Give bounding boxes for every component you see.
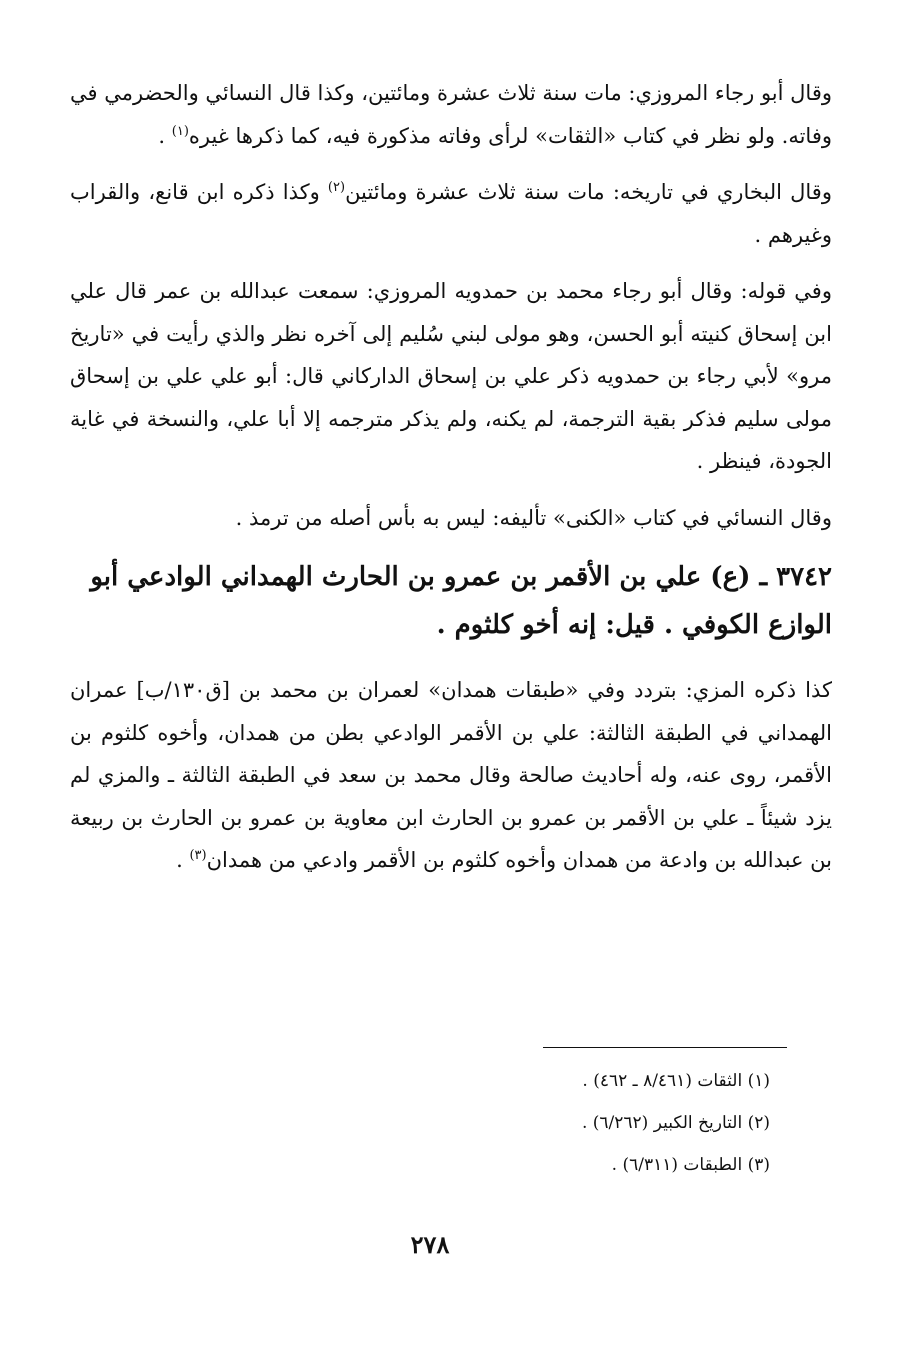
page-number: ٢٧٨ [410,1230,450,1259]
footnotes [70,1060,770,1186]
paragraph-2 [70,171,832,256]
page-body [70,72,832,896]
footnote-ref-3[interactable]: (٣) [189,848,207,863]
entry-heading: ٣٧٤٢ ـ (ع) علي بن الأقمر بن عمرو بن الحارث الهمداني الوادعي أبو الوازع الكوفي . قيل: إنه أخو كلثوم . [90,562,832,640]
footnote-ref-2[interactable]: (٢) [327,180,346,195]
paragraph-1-text: وقال أبو رجاء المروزي: مات سنة ثلاث عشرة ومائتين، وكذا قال النسائي والحضرمي في وفاته. ولو نظر في كتاب «الثقات» لرأى وفاته مذكورة فيه، كما ذكرها غيره [70,81,832,148]
paragraph-4 [70,497,832,540]
footnote-divider [543,1047,787,1048]
paragraph-1-tail: . [158,123,172,148]
paragraph-3 [70,270,832,483]
entry-paragraph-text: كذا ذكره المزي: بتردد وفي «طبقات همدان» لعمران بن محمد بن [ق١٣٠/ب] عمران الهمداني في الطبقة الثالثة: علي بن الأقمر الوادعي بطن من همدان، وأخوه كلثوم بن الأقمر، روى عنه، وله أحاديث صالحة وقال محمد بن سعد في الطبقة الثالثة ـ والمزي لم يزد شيئاً ـ علي بن الأقمر بن عمرو بن الحارث ابن معاوية بن عمرو بن الحارث بن ربيعة بن عبدالله بن وادعة من همدان وأخوه كلثوم بن الأقمر وادعي من همدان [70,678,833,872]
paragraph-2-text: وقال البخاري في تاريخه: مات سنة ثلاث عشرة ومائتين [345,180,832,204]
entry-paragraph-tail: . [176,848,190,872]
footnote-ref-1[interactable]: (١) [171,123,189,139]
entry-paragraph [70,669,832,882]
footnote-2: (٢) التاريخ الكبير (٦/٢٦٢) . [581,1113,770,1133]
paragraph-3-text: وفي قوله: وقال أبو رجاء محمد بن حمدويه المروزي: سمعت عبدالله بن عمر قال علي ابن إسحاق كنيته أبو الحسن، وهو مولى لبني سُليم إلى آخره نظر والذي رأيت في «تاريخ مرو» لأبي رجاء بن حمدويه ذكر علي بن إسحاق الداركاني قال: أبو علي علي بن إسحاق مولى سليم فذكر بقية الترجمة، لم يكنه، ولم يذكر مترجمه إلا أبا علي، والنسخة في غاية الجودة، فينظر . [70,279,833,473]
paragraph-2-tail: وكذا ذكره ابن قانع، والقراب وغيرهم . [70,180,832,247]
footnote-3: (٣) الطبقات (٦/٣١١) . [611,1155,770,1175]
paragraph-4-text: وقال النسائي في كتاب «الكنى» تأليفه: ليس به بأس أصله من ترمذ . [235,505,832,530]
footnote-1: (١) الثقات (٨/٤٦١ ـ ٤٦٢) . [582,1071,770,1091]
paragraph-1 [70,72,832,157]
